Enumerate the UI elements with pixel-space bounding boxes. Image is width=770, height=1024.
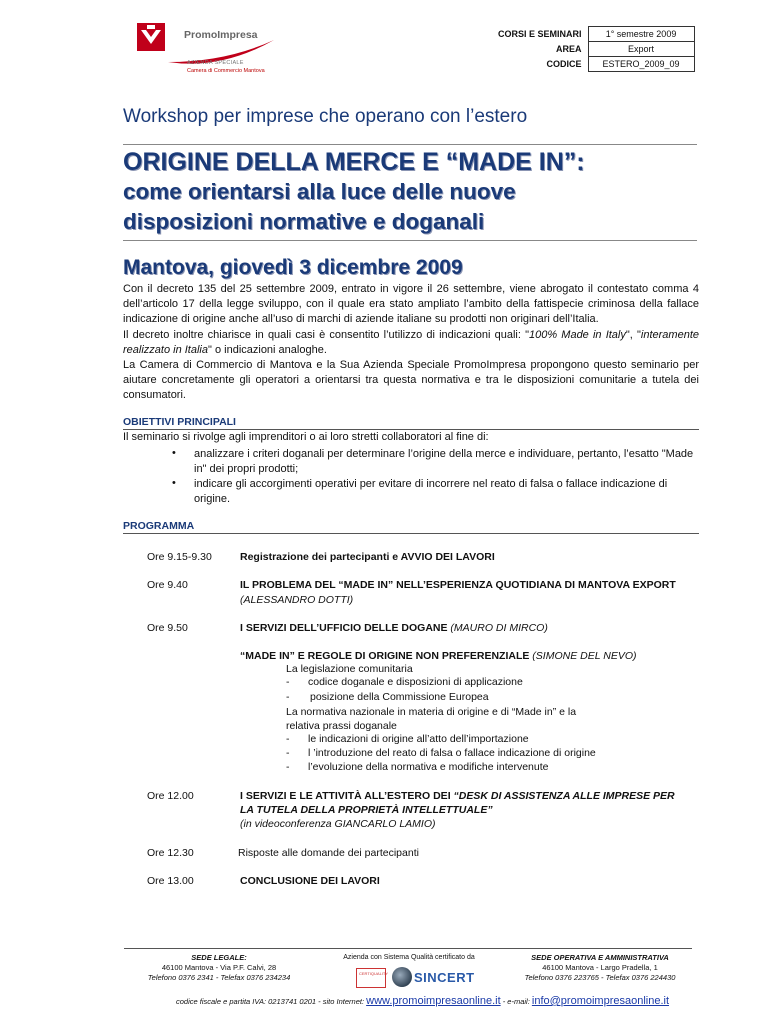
intro-text: [123, 282, 699, 404]
bullet-icon: •: [172, 477, 176, 489]
certiquality-label: CERTIQUALITY: [359, 971, 389, 976]
programme-item: [240, 789, 700, 804]
programme-time: Ore 13.00: [147, 875, 194, 887]
intro-p2-end: " o indicazioni analoghe.: [208, 343, 327, 356]
footer-contacts: [176, 995, 669, 1007]
info-key: CODICE: [546, 59, 582, 69]
footer-operative-address: 46100 Mantova - Largo Pradella, 1: [542, 963, 658, 972]
programme-item: [240, 621, 700, 636]
programme-item-title: I SERVIZI E LE ATTIVITÀ ALL’ESTERO DEI: [240, 790, 454, 802]
info-row: [494, 42, 694, 57]
certiquality-logo: [356, 968, 389, 988]
footer-legal-phone: Telefono 0376 2341 - Telefax 0376 234234: [147, 973, 291, 982]
title-line-3: disposizioni normative e doganali: [123, 209, 485, 234]
title-line-2: come orientarsi alla luce delle nuove: [123, 179, 516, 204]
objectives-lead: Il seminario si rivolge agli imprenditori o ai loro stretti collaboratori al fine di:: [123, 431, 489, 443]
programme-point: l ’introduzione del reato di falsa o fallace indicazione di origine: [308, 747, 596, 759]
footer-fiscal: codice fiscale e partita IVA: 0213741 0201 - sito Internet:: [176, 997, 367, 1006]
info-value: 1° semestre 2009: [588, 27, 694, 42]
intro-p2-quote-2: interamente realizzato in Italia: [123, 328, 699, 356]
logo-name: PromoImpresa: [184, 29, 258, 41]
info-row: [494, 27, 694, 42]
footer-operative-heading: SEDE OPERATIVA E AMMINISTRATIVA: [531, 953, 669, 962]
dash-icon: -: [286, 761, 290, 773]
programme-speaker: (ALESSANDRO DOTTI): [240, 594, 354, 606]
programme-time: Ore 12.30: [147, 847, 194, 859]
programme-subitem: relativa prassi doganale: [286, 720, 397, 732]
programme-heading: PROGRAMMA: [123, 520, 195, 532]
sincert-logo: SINCERT: [414, 970, 475, 985]
programme-point: l’evoluzione della normativa e modifiche intervenute: [308, 761, 549, 773]
info-key: AREA: [556, 44, 582, 54]
dash-icon: -: [286, 747, 290, 759]
email-link[interactable]: info@promoimpresaonline.it: [531, 995, 670, 1007]
title-top-rule: [123, 144, 697, 145]
objective-item: analizzare i criteri doganali per determinare l’origine della merce e individuare, pertanto, l’esatto "Made in" dei propri prodotti;: [194, 448, 694, 475]
programme-item: IL PROBLEMA DEL “MADE IN” NELL’ESPERIENZA QUOTIDIANA DI MANTOVA EXPORT: [240, 579, 676, 591]
objectives-rule: [123, 429, 699, 430]
footer-legal-address: 46100 Mantova - Via P.F. Calvi, 28: [161, 963, 277, 972]
footer-legal: [134, 953, 304, 983]
footer-quality: Azienda con Sistema Qualità certificato da: [343, 954, 475, 961]
date-place: Mantova, giovedì 3 dicembre 2009: [123, 256, 463, 279]
programme-speaker: (SIMONE DEL NEVO): [532, 650, 637, 662]
info-value: Export: [588, 42, 694, 57]
course-info-table: [494, 26, 695, 72]
intro-p2-quote-1: 100% Made in Italy: [528, 328, 626, 341]
programme-item-title: “MADE IN” E REGOLE DI ORIGINE NON PREFERENZIALE: [240, 650, 530, 662]
logo-subtitle: AZIENDA SPECIALE: [187, 60, 244, 66]
programme-time: Ore 12.00: [147, 790, 194, 802]
logo-chamber: Camera di Commercio Mantova: [187, 68, 265, 74]
programme-subitem: La legislazione comunitaria: [286, 663, 413, 675]
promoimpresa-logo: [136, 22, 276, 76]
programme-item: CONCLUSIONE DEI LAVORI: [240, 875, 380, 887]
programme-subitem: La normativa nazionale in materia di origine e di “Made in” e la: [286, 706, 577, 718]
certification-logos: [356, 966, 486, 990]
globe-icon: [392, 967, 412, 987]
footer-operative-phone: Telefono 0376 223765 - Telefax 0376 224430: [524, 973, 676, 982]
programme-point: codice doganale e disposizioni di applicazione: [308, 676, 523, 688]
footer-operative: [510, 953, 690, 983]
title-line-1: ORIGINE DELLA MERCE E “MADE IN”:: [123, 148, 585, 176]
programme-time: Ore 9.50: [147, 622, 188, 634]
bullet-icon: •: [172, 447, 176, 459]
chamber-emblem-icon: [136, 22, 166, 52]
programme-item: Registrazione dei partecipanti e AVVIO DEI LAVORI: [240, 551, 495, 563]
programme-speaker: (in videoconferenza GIANCARLO LAMIO): [240, 818, 436, 830]
info-value: ESTERO_2009_09: [588, 57, 694, 72]
programme-time: Ore 9.15-9.30: [147, 551, 212, 563]
programme-point: le indicazioni di origine all’atto dell’importazione: [308, 733, 529, 745]
intro-paragraph-1: Con il decreto 135 del 25 settembre 2009, entrato in vigore il 26 settembre, viene abrogato il contestato comma 4 dell’articolo 17 della legge sviluppo, con il quale era stato ampliato l’ambito della fattispecie criminosa della fallace indicazione di origine anche all’uso di marchi di aziende italiane su prodotti non originari dell’Italia.: [123, 283, 699, 326]
programme-item-desk-cont: LA TUTELA DELLA PROPRIETÀ INTELLETTUALE”: [240, 804, 493, 816]
title-bottom-rule: [123, 240, 697, 241]
programme-point: posizione della Commissione Europea: [310, 691, 489, 703]
intro-p2-text: Il decreto inoltre chiarisce in quali casi è consentito l’utilizzo di indicazioni quali: ": [123, 328, 529, 341]
dash-icon: -: [286, 691, 290, 703]
info-key: CORSI E SEMINARI: [498, 29, 582, 39]
programme-item-desk: “DESK DI ASSISTENZA ALLE IMPRESE PER: [453, 790, 675, 802]
footer-legal-heading: SEDE LEGALE:: [191, 953, 247, 962]
intro-p2-sep: ", ": [625, 328, 641, 341]
footer-rule: [124, 948, 692, 949]
page-title: [123, 147, 723, 237]
programme-item: Risposte alle domande dei partecipanti: [238, 847, 419, 859]
dash-icon: -: [286, 676, 290, 688]
footer-email-label: - e-mail:: [500, 997, 532, 1006]
website-link[interactable]: www.promoimpresaonline.it: [366, 995, 501, 1007]
objectives-heading: OBIETTIVI PRINCIPALI: [123, 416, 236, 428]
programme-item-title: I SERVIZI DELL’UFFICIO DELLE DOGANE: [240, 622, 448, 634]
intro-paragraph-3: La Camera di Commercio di Mantova e la Sua Azienda Speciale PromoImpresa propongono questo seminario per aiutare concretamente gli operatori a orientarsi tra questa normativa e tra le disposizioni comunitarie a tutela dei consumatori.: [123, 359, 699, 402]
workshop-line: Workshop per imprese che operano con l’estero: [123, 106, 528, 127]
objective-item: indicare gli accorgimenti operativi per evitare di incorrere nel reato di falsa o fallace indicazione di origine.: [194, 478, 668, 505]
dash-icon: -: [286, 733, 290, 745]
intro-paragraph-2: [123, 328, 699, 358]
programme-time: Ore 9.40: [147, 579, 188, 591]
programme-rule: [123, 533, 699, 534]
info-row: [494, 57, 694, 72]
programme-speaker: (MAURO DI MIRCO): [450, 622, 548, 634]
